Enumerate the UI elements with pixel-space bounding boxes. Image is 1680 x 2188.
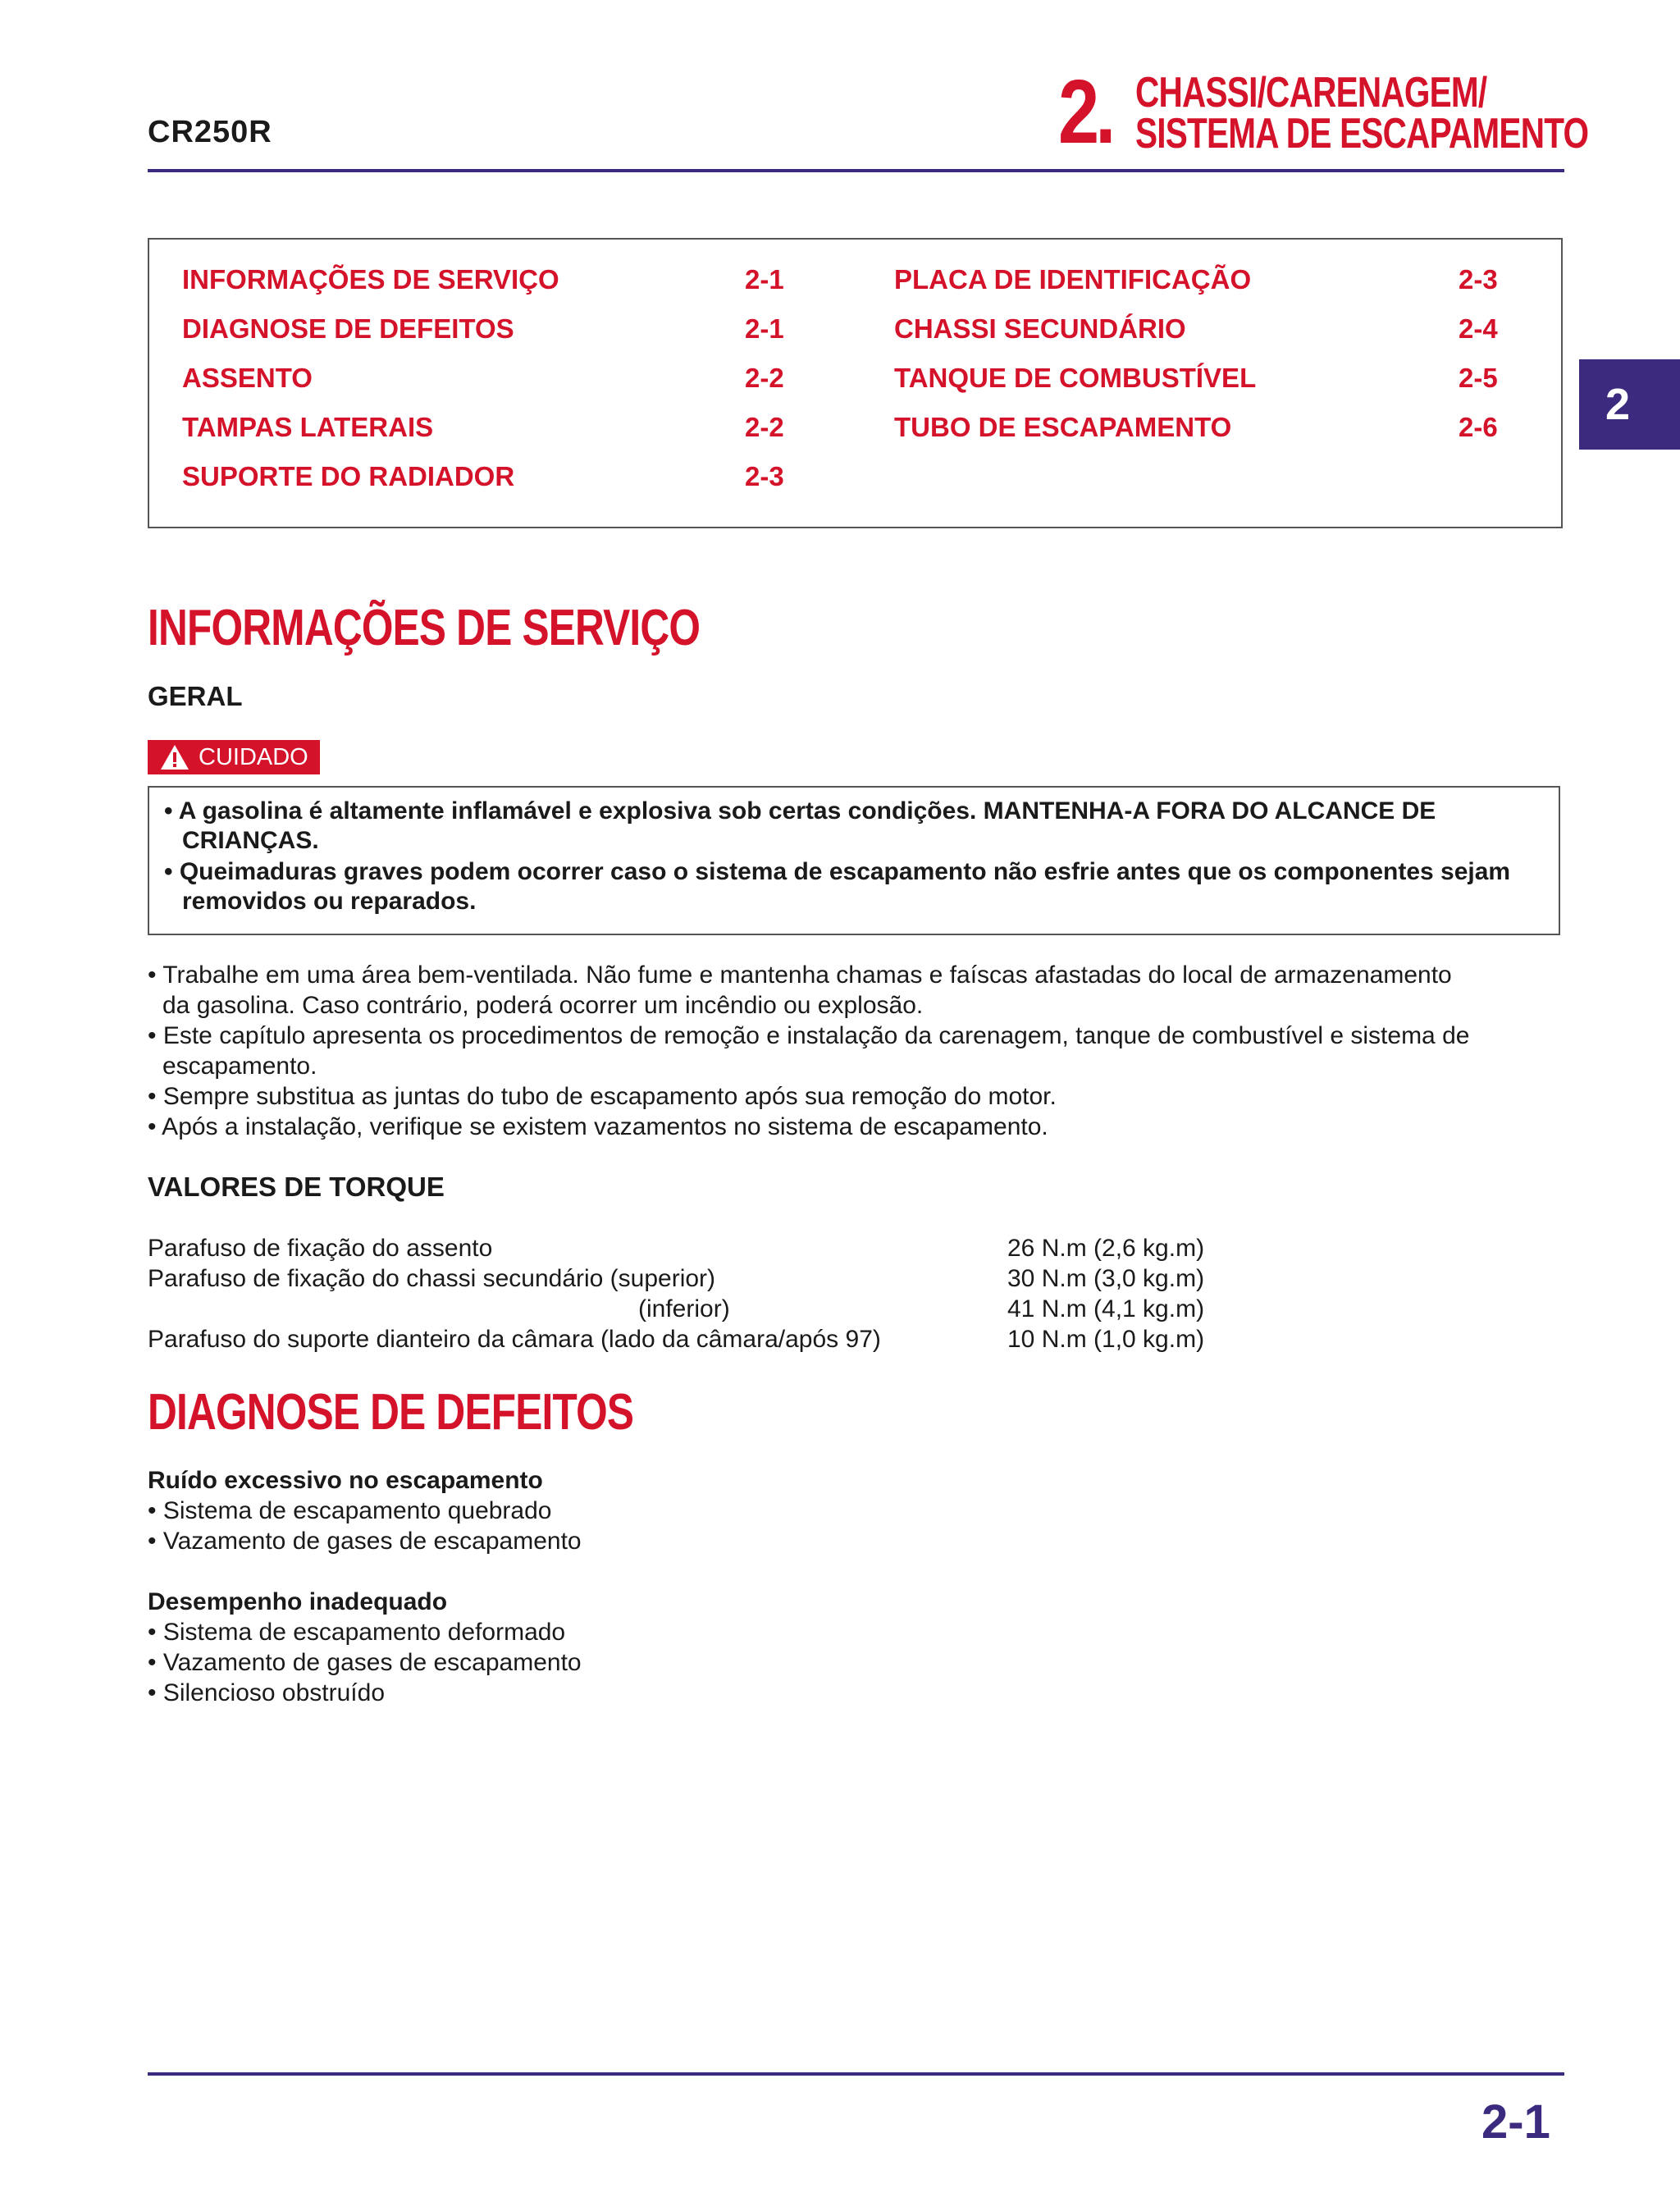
toc-item-tubo-de-escapamento[interactable]: TUBO DE ESCAPAMENTO [894, 412, 1232, 442]
footer-rule [148, 2072, 1564, 2076]
toc-item-tanque-de-combustivel[interactable]: TANQUE DE COMBUSTÍVEL [894, 363, 1257, 393]
torque-item: Parafuso do suporte dianteiro da câmara (lado da câmara/após 97) [148, 1326, 881, 1353]
symptom-title: Desempenho inadequado [148, 1588, 448, 1615]
note-line: da gasolina. Caso contrário, poderá ocorrer um incêndio ou explosão. [162, 992, 924, 1019]
chapter-number: 2. [1058, 62, 1112, 162]
toc-item-tampas-laterais[interactable]: TAMPAS LATERAIS [182, 412, 434, 442]
symptom-title: Ruído excessivo no escapamento [148, 1467, 543, 1494]
warning-icon [159, 743, 190, 771]
subheading-general: GERAL [148, 681, 243, 711]
page-number: 2-1 [1481, 2095, 1550, 2149]
note-line: • Este capítulo apresenta os procedimentos de remoção e instalação da carenagem, tanque de combustível e sistema de [148, 1022, 1470, 1049]
caution-line: removidos ou reparados. [182, 888, 477, 915]
chapter-title-line2: SISTEMA DE ESCAPAMENTO [1135, 110, 1589, 158]
section-heading-troubleshooting: DIAGNOSE DE DEFEITOS [148, 1384, 634, 1441]
toc-page: 2-4 [1459, 313, 1498, 344]
chapter-side-tab[interactable]: 2 [1579, 359, 1680, 450]
toc-page: 2-2 [745, 363, 784, 393]
toc-item-diagnose-de-defeitos[interactable]: DIAGNOSE DE DEFEITOS [182, 313, 514, 344]
toc-item-suporte-do-radiador[interactable]: SUPORTE DO RADIADOR [182, 461, 515, 491]
cause-item: • Silencioso obstruído [148, 1679, 385, 1706]
toc-item-assento[interactable]: ASSENTO [182, 363, 313, 393]
note-line: • Após a instalação, verifique se existem vazamentos no sistema de escapamento. [148, 1113, 1048, 1140]
toc-page: 2-5 [1459, 363, 1498, 393]
torque-item: Parafuso de fixação do chassi secundário (superior) [148, 1265, 716, 1292]
torque-value: 30 N.m (3,0 kg.m) [1007, 1265, 1205, 1292]
header-rule [148, 169, 1564, 172]
toc-item-informacoes-de-servico[interactable]: INFORMAÇÕES DE SERVIÇO [182, 264, 559, 295]
toc-item-chassi-secundario[interactable]: CHASSI SECUNDÁRIO [894, 313, 1186, 344]
caution-box [148, 786, 1560, 935]
caution-line: • A gasolina é altamente inflamável e explosiva sob certas condições. MANTENHA-A FORA DO ALCANCE DE [164, 797, 1436, 824]
cause-item: • Sistema de escapamento deformado [148, 1619, 566, 1646]
note-line: • Sempre substitua as juntas do tubo de escapamento após sua remoção do motor. [148, 1083, 1057, 1110]
toc-item-placa-de-identificacao[interactable]: PLACA DE IDENTIFICAÇÃO [894, 264, 1252, 295]
subheading-torque: VALORES DE TORQUE [148, 1172, 445, 1202]
toc-page: 2-3 [1459, 264, 1498, 295]
toc-page: 2-1 [745, 264, 784, 295]
torque-item: (inferior) [638, 1295, 730, 1322]
cause-item: • Vazamento de gases de escapamento [148, 1649, 582, 1676]
note-line: • Trabalhe em uma área bem-ventilada. Não fume e mantenha chamas e faíscas afastadas do local de armazenamento [148, 962, 1452, 989]
torque-item: Parafuso de fixação do assento [148, 1235, 493, 1262]
cause-item: • Vazamento de gases de escapamento [148, 1528, 582, 1555]
chapter-title-line1: CHASSI/CARENAGEM/ [1135, 69, 1487, 116]
model-name: CR250R [148, 115, 272, 149]
cause-item: • Sistema de escapamento quebrado [148, 1497, 552, 1524]
torque-value: 41 N.m (4,1 kg.m) [1007, 1295, 1205, 1322]
toc-page: 2-3 [745, 461, 784, 491]
torque-value: 10 N.m (1,0 kg.m) [1007, 1326, 1205, 1353]
section-heading-service-info: INFORMAÇÕES DE SERVIÇO [148, 600, 701, 656]
caution-line: • Queimaduras graves podem ocorrer caso o sistema de escapamento não esfrie antes que os componentes sejam [164, 858, 1511, 885]
caution-label: CUIDADO [199, 744, 308, 770]
toc-page: 2-1 [745, 313, 784, 344]
torque-value: 26 N.m (2,6 kg.m) [1007, 1235, 1205, 1262]
table-of-contents [148, 238, 1563, 528]
toc-page: 2-6 [1459, 412, 1498, 442]
chapter-title [1135, 69, 1589, 158]
caution-line: CRIANÇAS. [182, 827, 319, 854]
note-line: escapamento. [162, 1053, 317, 1080]
toc-page: 2-2 [745, 412, 784, 442]
caution-badge [148, 740, 320, 774]
